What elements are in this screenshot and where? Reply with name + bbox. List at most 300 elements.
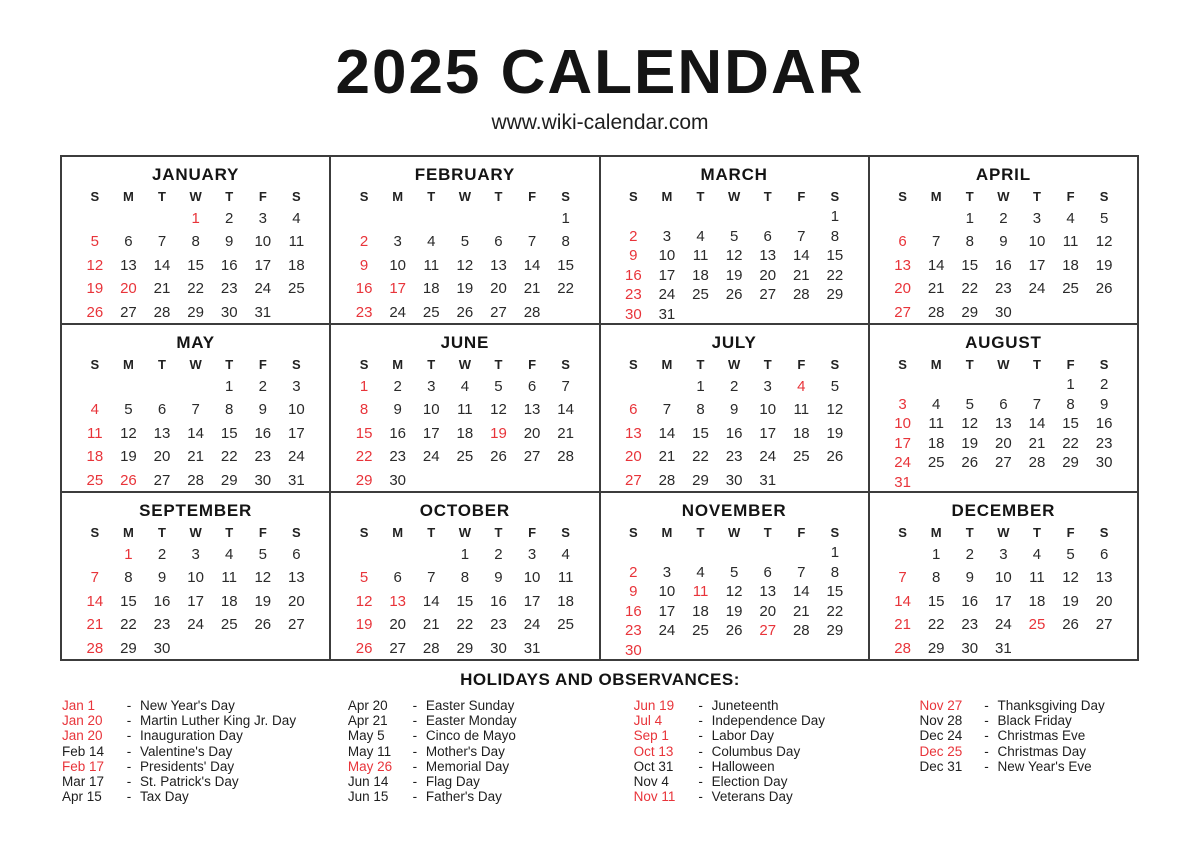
date-cell: 25 [288,280,305,298]
holiday-dash: - [412,758,418,774]
date-cell [785,469,819,492]
date-cell: 24 [995,616,1012,634]
date-cell: 5 [90,233,99,251]
holiday-row [348,759,634,774]
date-cell: 8 [225,401,234,419]
date-cell: 14 [187,424,204,442]
date-cell: 16 [725,424,743,442]
date-cell: 24 [389,303,407,321]
date-cell: 19 [254,592,272,610]
holiday-date: Jan 20 [62,713,103,729]
week-row [78,422,313,445]
date-cell: 6 [763,227,772,245]
date-cell [987,375,1021,395]
date-cell: 29 [961,303,979,321]
day-header-cell: W [997,357,1010,372]
date-cell: 19 [490,424,507,442]
date-cell: 15 [557,256,574,274]
date-cell: 30 [624,305,642,323]
day-header-cell: S [90,525,100,540]
day-header-cell: S [561,189,570,204]
holiday-name: Memorial Day [425,758,510,774]
date-cell: 12 [1062,569,1079,587]
week-row [78,207,313,230]
month-table [78,523,313,660]
date-cell: 2 [225,210,234,227]
date-cell: 18 [1028,592,1046,610]
day-header-cell: F [797,357,806,372]
date-cell: 18 [927,434,945,452]
date-cell [919,473,953,493]
date-cell: 13 [523,401,541,419]
holiday-row [919,713,1152,728]
date-cell: 4 [696,227,705,245]
day-header-cell: M [123,189,134,204]
date-cell: 1 [191,210,200,227]
date-cell: 10 [995,569,1012,587]
holiday-name: New Year's Eve [997,758,1092,774]
date-cell: 15 [1062,415,1079,432]
holiday-dash: - [698,758,703,774]
holiday-dash: - [126,743,132,759]
holiday-row [634,713,920,728]
day-header-cell: T [696,189,705,204]
date-cell: 7 [662,401,672,419]
date-cell [684,305,718,325]
holiday-date: Jun 19 [633,698,675,713]
date-cell: 6 [494,233,503,251]
day-header-cell: S [830,525,840,540]
holiday-row [348,744,634,759]
holiday-column [348,698,634,804]
date-cell: 11 [423,256,440,274]
year-months-grid [60,155,1139,661]
date-cell: 25 [456,448,474,466]
date-cell: 7 [797,227,806,245]
day-header-cell: S [359,357,369,372]
date-cell: 6 [157,401,167,419]
day-header-cell: F [258,189,267,204]
date-cell: 22 [456,616,474,634]
date-cell: 9 [999,233,1008,251]
day-header-cell: M [661,357,673,372]
holiday-row [634,698,920,713]
date-cell: 15 [456,592,474,610]
date-cell: 13 [894,256,911,274]
date-cell: 26 [456,303,474,321]
month-table [347,523,582,660]
holiday-date: Oct 13 [633,743,674,759]
week-row [886,395,1121,415]
date-cell: 1 [965,210,974,227]
date-cell: 14 [86,592,104,610]
month-block-may [61,324,330,492]
week-row [347,613,582,636]
holiday-dash: - [126,713,132,729]
date-cell: 21 [1028,434,1046,452]
date-cell: 12 [120,424,137,442]
week-row [886,473,1121,493]
date-cell: 18 [288,256,305,274]
date-cell: 22 [1062,434,1079,452]
day-header-cell: S [359,189,369,204]
holiday-dash: - [984,698,989,713]
date-cell: 3 [662,563,672,581]
week-row [347,207,582,230]
holiday-column [62,698,348,804]
holiday-dash: - [698,728,703,744]
date-cell [919,375,953,395]
day-header-cell: S [1099,189,1109,204]
date-cell: 11 [288,233,305,251]
date-cell [617,207,651,227]
date-cell: 20 [995,434,1012,452]
month-title: JULY [711,333,757,352]
holiday-date: Apr 15 [62,789,102,805]
day-header-row [347,355,582,375]
week-row [617,375,852,398]
day-header-cell: M [930,189,942,204]
holiday-row [62,713,348,728]
date-cell: 20 [894,280,911,298]
website-url: www.wiki-calendar.com [491,111,709,134]
holiday-name: Thanksgiving Day [997,698,1105,713]
date-cell: 5 [494,378,503,395]
day-header-cell: S [898,357,907,372]
month-block-november [600,492,869,660]
day-header-cell: M [661,525,673,540]
date-cell: 24 [1028,280,1046,298]
day-header-cell: T [225,525,234,540]
date-cell: 10 [658,583,676,600]
date-cell: 21 [187,448,204,466]
date-cell: 30 [490,639,507,657]
date-cell: 6 [292,546,301,563]
date-cell: 22 [355,448,373,466]
date-cell: 3 [1032,210,1042,227]
holiday-dash: - [126,698,132,713]
week-row [78,230,313,253]
date-cell: 22 [826,602,844,620]
date-cell: 4 [460,378,470,395]
date-cell: 14 [792,247,810,264]
date-cell: 10 [523,569,541,587]
holiday-name: Christmas Day [997,743,1086,759]
holiday-date: Jan 20 [62,728,103,744]
month-title: MAY [176,333,215,352]
date-cell [280,301,314,324]
date-cell: 18 [1062,256,1079,274]
date-cell: 13 [1095,569,1113,587]
date-cell [1054,301,1088,324]
date-cell: 19 [1095,256,1113,274]
date-cell: 11 [1062,233,1079,251]
day-header-row [78,523,313,543]
date-cell: 24 [288,448,305,466]
date-cell: 3 [999,546,1008,563]
date-cell [1020,473,1054,493]
date-cell: 7 [427,569,436,587]
date-cell: 13 [120,256,137,274]
day-header-cell: T [965,525,974,540]
date-cell: 30 [389,471,407,489]
holiday-row [348,789,634,804]
date-cell: 5 [124,401,133,419]
month-title: SEPTEMBER [139,501,253,520]
week-row [78,301,313,324]
date-cell: 16 [254,424,272,442]
day-header-cell: T [965,189,974,204]
holiday-name: Juneteenth [711,698,779,713]
date-cell [179,375,213,398]
date-cell: 28 [658,471,676,489]
day-header-cell: W [727,189,741,204]
week-row [347,422,582,445]
date-cell: 24 [658,286,676,303]
day-header-cell: T [494,525,503,540]
holiday-dash: - [412,698,418,713]
date-cell: 11 [692,583,709,600]
date-cell: 4 [225,546,234,563]
date-cell: 16 [355,280,373,298]
date-cell [717,543,751,563]
week-row [886,566,1121,589]
date-cell: 10 [288,401,305,419]
holiday-row [919,744,1152,759]
date-cell: 31 [254,303,272,321]
date-cell: 27 [288,616,305,634]
date-cell [145,375,179,398]
date-cell: 4 [1066,210,1075,227]
date-cell [886,543,920,566]
date-cell [617,375,651,398]
date-cell: 6 [898,233,907,251]
date-cell [785,543,819,563]
date-cell: 17 [894,434,911,452]
date-cell: 16 [1095,415,1113,432]
month-title: OCTOBER [419,501,511,520]
date-cell: 30 [220,303,238,321]
day-header-cell: W [458,525,471,540]
date-cell: 12 [725,247,743,264]
date-cell [448,207,482,230]
holiday-date: May 11 [347,743,392,759]
day-header-cell: F [1066,189,1075,204]
date-cell: 12 [86,256,104,274]
day-header-cell: T [494,357,503,372]
date-cell: 9 [729,401,739,419]
day-header-cell: W [458,189,471,204]
date-cell: 21 [153,280,171,298]
date-cell [818,305,852,325]
date-cell: 24 [759,448,777,466]
date-cell: 16 [624,266,642,284]
date-cell: 2 [393,378,402,395]
date-cell: 6 [527,378,537,395]
month-block-september [61,492,330,660]
date-cell: 1 [359,378,369,395]
date-cell [1087,301,1121,324]
date-cell: 16 [153,592,171,610]
holiday-row [919,728,1152,743]
day-header-row [347,187,582,207]
date-cell: 28 [894,639,911,657]
holiday-dash: - [698,789,703,805]
date-cell [785,641,819,661]
date-cell [650,543,684,563]
date-cell: 23 [153,616,171,634]
holiday-row [62,789,348,804]
date-cell: 7 [932,233,941,251]
date-cell: 9 [393,401,402,419]
date-cell: 20 [288,592,305,610]
holiday-dash: - [412,743,418,759]
date-cell: 20 [389,616,407,634]
date-cell [78,375,112,398]
date-cell: 26 [1062,616,1079,634]
holiday-dash: - [698,743,703,759]
date-cell: 26 [961,454,979,471]
date-cell: 9 [629,583,638,600]
day-header-row [617,187,852,207]
date-cell: 19 [120,448,137,466]
day-header-cell: S [90,357,100,372]
date-cell: 5 [830,378,840,395]
month-block-february [330,156,599,324]
date-cell: 7 [157,233,167,251]
date-cell: 30 [254,471,272,489]
date-cell: 17 [523,592,541,610]
day-header-cell: T [1032,357,1041,372]
date-cell: 25 [220,616,238,634]
date-cell: 20 [153,448,171,466]
date-cell: 21 [86,616,104,634]
date-cell: 5 [729,227,739,245]
date-cell: 17 [658,602,676,620]
date-cell: 19 [456,280,474,298]
date-cell: 4 [797,378,806,395]
date-cell: 28 [153,303,171,321]
date-cell: 12 [1095,233,1113,251]
week-row [347,230,582,253]
date-cell: 7 [797,563,806,581]
holiday-date: Sep 1 [633,728,669,744]
holiday-date: Oct 31 [633,758,674,774]
date-cell: 14 [153,256,171,274]
date-cell: 22 [557,280,574,298]
date-cell: 20 [624,448,642,466]
holiday-row [919,698,1152,713]
holiday-dash: - [984,728,989,744]
holiday-row [348,713,634,728]
holiday-name: Columbus Day [711,743,801,759]
day-header-cell: S [359,525,369,540]
date-cell: 2 [629,227,638,245]
date-cell: 27 [490,303,507,321]
week-row [617,469,852,492]
date-cell [617,543,651,563]
date-cell: 24 [187,616,204,634]
day-header-cell: F [258,525,267,540]
month-table [347,187,582,324]
date-cell: 9 [494,569,503,587]
date-cell: 8 [830,563,840,581]
date-cell: 19 [725,602,743,620]
date-cell [684,641,718,661]
day-header-cell: M [930,357,942,372]
date-cell: 11 [1029,569,1045,587]
holiday-date: Dec 25 [919,743,963,759]
day-header-cell: W [997,189,1010,204]
date-cell: 3 [258,210,267,227]
date-cell: 22 [220,448,238,466]
date-cell: 25 [422,303,440,321]
date-cell [549,469,583,492]
week-row [617,305,852,325]
date-cell: 26 [725,286,743,303]
date-cell: 5 [729,563,739,581]
week-row [886,301,1121,324]
date-cell: 19 [725,266,743,284]
week-row [886,277,1121,300]
date-cell: 10 [422,401,440,419]
day-header-cell: T [1032,525,1041,540]
date-cell: 10 [254,233,272,251]
holidays-title: HOLIDAYS AND OBSERVANCES: [460,670,740,689]
date-cell: 29 [927,639,945,657]
week-row [617,543,852,563]
date-cell: 7 [527,233,537,251]
day-header-cell: S [1099,357,1109,372]
week-row [347,566,582,589]
date-cell: 16 [961,592,979,610]
week-row [347,301,582,324]
day-header-row [886,523,1121,543]
date-cell: 5 [1066,546,1075,563]
date-cell: 18 [422,280,440,298]
date-cell [886,375,920,395]
day-header-row [886,187,1121,207]
date-cell [684,543,718,563]
holiday-name: Labor Day [711,728,774,744]
date-cell: 18 [692,602,709,620]
week-row [617,641,852,661]
date-cell: 15 [220,424,238,442]
date-cell [953,473,987,493]
day-header-cell: T [427,357,436,372]
date-cell: 26 [355,639,373,657]
date-cell: 8 [561,233,570,251]
date-cell: 22 [692,448,709,466]
date-cell: 10 [1028,233,1046,251]
date-cell: 23 [254,448,272,466]
date-cell: 12 [961,415,979,432]
date-cell [650,641,684,661]
week-row [347,254,582,277]
holiday-date: Nov 11 [633,789,676,805]
holiday-dash: - [698,713,703,729]
date-cell: 30 [725,471,743,489]
date-cell: 6 [1099,546,1109,563]
date-cell: 14 [1028,415,1046,432]
day-header-cell: S [898,525,907,540]
date-cell: 16 [220,256,238,274]
month-table [886,187,1121,324]
date-cell [78,543,112,566]
holiday-name: Halloween [711,758,775,774]
week-row [886,543,1121,566]
date-cell: 18 [792,424,810,442]
